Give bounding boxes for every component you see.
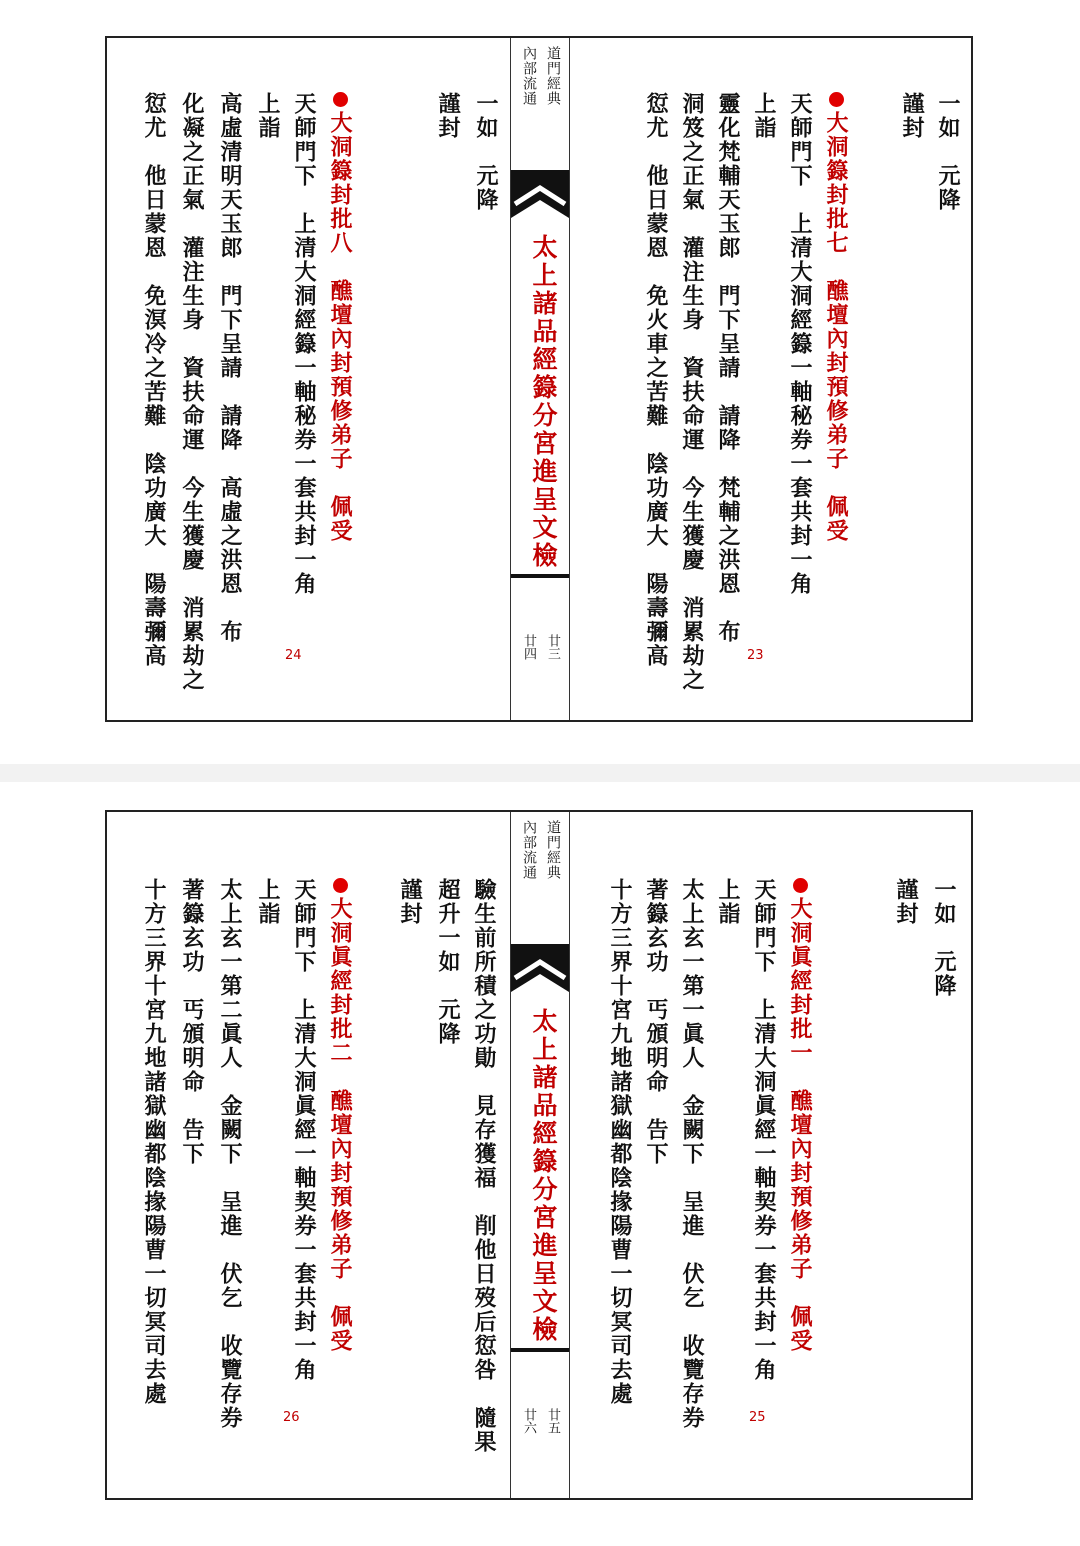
fishtail-ornament-icon <box>511 944 569 992</box>
text-column: 謹封 <box>397 878 423 926</box>
text-column: 上詣 <box>751 92 777 140</box>
text-column: 謹封 <box>435 92 461 140</box>
text-column: 化凝之正氣 灌注生身 資扶命運 今生獲慶 消累劫之 <box>179 92 205 692</box>
divider <box>511 1348 569 1352</box>
text-column: 超升一如 元降 <box>435 878 461 1046</box>
page-number: 24 <box>285 648 302 663</box>
heading-column: 大洞籙封批八 醮壇內封預修弟子 佩受 <box>329 92 351 543</box>
folio-number: 廿四 <box>521 634 536 660</box>
text-column: 靈化梵輔天玉郎 門下呈請 請降 梵輔之洪恩 布 <box>715 92 741 644</box>
center-fold <box>510 812 570 1498</box>
text-column: 驗生前所積之功勛 見存獲福 削他日歿后愆咎 隨果 <box>471 878 497 1454</box>
text-column: 著籙玄功 丐頒明命 告下 <box>643 878 669 1166</box>
text-column: 洞笈之正氣 灌注生身 資扶命運 今生獲慶 消累劫之 <box>679 92 705 692</box>
heading-column: 大洞眞經封批二 醮壇內封預修弟子 佩受 <box>329 878 351 1353</box>
folio-number: 廿五 <box>545 1408 560 1434</box>
text-column: 十方三界十宮九地諸獄幽都陰掾陽曹一切冥司去處 <box>607 878 633 1406</box>
page-number: 26 <box>283 1410 300 1425</box>
book-title: 太上諸品經籙分宮進呈文檢 <box>529 1008 558 1344</box>
banner-text: 內部流通 <box>521 820 537 880</box>
divider <box>511 574 569 578</box>
text-column: 一如 元降 <box>935 92 961 212</box>
heading-column: 大洞眞經封批一 醮壇內封預修弟子 佩受 <box>789 878 811 1353</box>
text-column: 天師門下 上清大洞經籙一軸秘券一套共封一角 <box>787 92 813 596</box>
book-title: 太上諸品經籙分宮進呈文檢 <box>529 234 558 570</box>
text-column: 謹封 <box>893 878 919 926</box>
banner-text: 道門經典 <box>545 820 561 880</box>
text-column: 謹封 <box>899 92 925 140</box>
text-column: 著籙玄功 丐頒明命 告下 <box>179 878 205 1166</box>
book-frame <box>105 36 973 722</box>
text-column: 天師門下 上清大洞經籙一軸秘券一套共封一角 <box>291 92 317 596</box>
text-column: 天師門下 上清大洞眞經一軸契券一套共封一角 <box>751 878 777 1382</box>
page-number: 23 <box>747 648 764 663</box>
text-column: 上詣 <box>715 878 741 926</box>
text-column: 高虛清明天玉郎 門下呈請 請降 高虛之洪恩 布 <box>217 92 243 644</box>
text-column: 一如 元降 <box>473 92 499 212</box>
text-column: 上詣 <box>255 92 281 140</box>
red-dot-icon <box>333 92 348 107</box>
book-frame <box>105 810 973 1500</box>
text-column: 一如 元降 <box>931 878 957 998</box>
text-column: 太上玄一第二眞人 金闕下 呈進 伏乞 收覽存券 <box>217 878 243 1430</box>
top-spread <box>0 0 1080 764</box>
red-dot-icon <box>333 878 348 893</box>
heading-column: 大洞籙封批七 醮壇內封預修弟子 佩受 <box>825 92 847 543</box>
red-dot-icon <box>793 878 808 893</box>
text-column: 愆尤 他日蒙恩 免火車之苦難 陰功廣大 陽壽彌高 <box>643 92 669 668</box>
page-number: 25 <box>749 1410 766 1425</box>
text-column: 天師門下 上清大洞眞經一軸契券一套共封一角 <box>291 878 317 1382</box>
text-column: 上詣 <box>255 878 281 926</box>
banner-text: 內部流通 <box>521 46 537 106</box>
text-column: 十方三界十宮九地諸獄幽都陰掾陽曹一切冥司去處 <box>141 878 167 1406</box>
banner-text: 道門經典 <box>545 46 561 106</box>
center-fold <box>510 38 570 720</box>
text-column: 愆尤 他日蒙恩 免溟冷之苦難 陰功廣大 陽壽彌高 <box>141 92 167 668</box>
text-column: 太上玄一第一眞人 金闕下 呈進 伏乞 收覽存券 <box>679 878 705 1430</box>
folio-number: 廿六 <box>521 1408 536 1434</box>
bottom-spread <box>0 782 1080 1546</box>
red-dot-icon <box>829 92 844 107</box>
fishtail-ornament-icon <box>511 170 569 218</box>
folio-number: 廿三 <box>545 634 560 660</box>
